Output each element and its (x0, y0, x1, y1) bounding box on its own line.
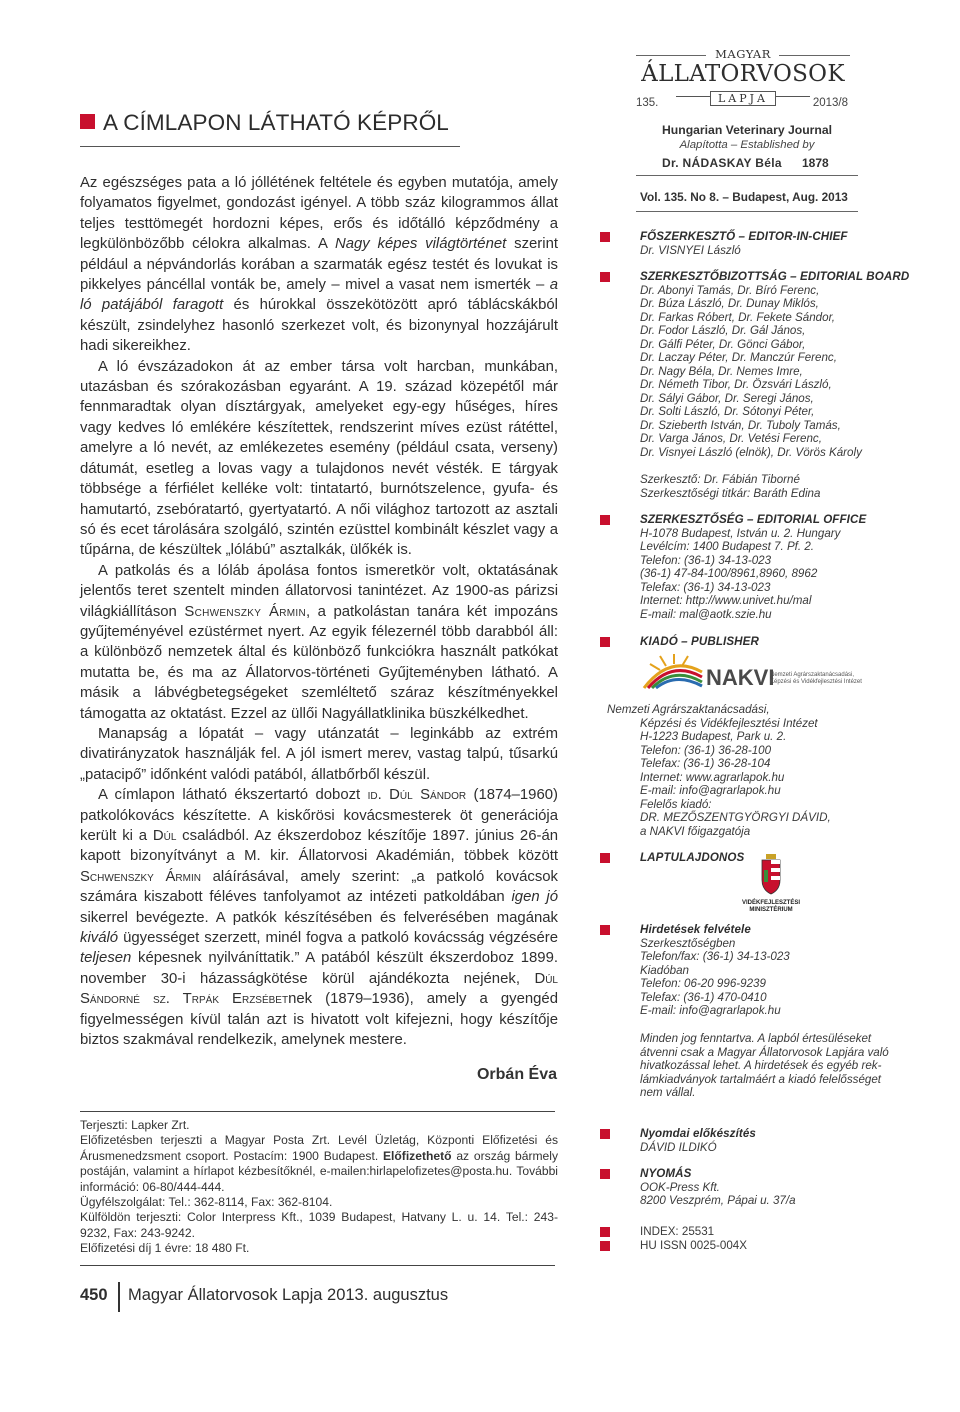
red-bullet-icon (600, 637, 610, 647)
section-editorial-office: SZERKESZTŐSÉG – EDITORIAL OFFICE H-1078 Budapest, István u. 2. Hungary Levélcím: 1400 Budapest 7. Pf. 2. Telefon: (36-1) 34-13-023 (36-1) 47-84-100/8961,8960, 8962 Telefax: (36-1) 34-13-023 Internet: http://www.univet.hu/mal E-mail: mal@aotk.szie.hu (600, 513, 920, 621)
founder-name: Dr. NÁDASKAY Béla (662, 156, 782, 170)
english-title: Hungarian Veterinary Journal (662, 123, 832, 137)
red-bullet-icon (600, 272, 610, 282)
masthead-divider (636, 211, 858, 212)
section-rights: Minden jog fenntartva. A lapból értesüléseket átvenni csak a Magyar Állatorvosok Lapjára való hivatkozással lehet. A hirdetések és egyéb rek- lámkiadványok tartalmáért a kiadó felelősséget nem vállal. (640, 1032, 889, 1099)
author-name: Orbán Éva (476, 1066, 557, 1083)
section-advertising: Hirdetések felvétele Szerkesztőségben Telefon/fax: (36-1) 34-13-023 Kiadóban Telefon: 06-20 996-9239 Telefax: (36-1) 470-0410 E-mail: info@agrarlapok.hu (600, 923, 920, 1018)
established-by: Alapította – Established by (679, 139, 815, 151)
founded-year: 1878 (802, 156, 829, 170)
paragraph-1: Az egészséges pata a ló jóllétének feltétele és egyben mutatója, amely folyamatos figyelmet, gondozást igényel. A több száz kilogrammos állat teljes testtömegét hordozni képes, erős és időtálló képződmény a legkülönbözőbb célokra alkalmas. A Nagy képes világtörténet szerint például a népvándorlás korában a szarmaták egész testét és lovukat is pikkelyes páncéllal vonták be, amely – mivel a vasat nem ismerték – a ló patájából faragott és húrokkal összekötözött apró táblácskákból készült, zsindelyhez hasonló szerkezet volt, és bizonynyal hozzájárult hadi sikereikhez. (80, 175, 558, 355)
distribution-info: Terjeszti: Lapker Zrt. Előfizetésben terjeszti a Magyar Posta Zrt. Levél Üzletág, Központi Előfizetési és Árusmenedzsment csoport. Postacím: 1900 Budapest. Előfizethető az ország bármely postáján, valamint a hírlapot kézbesítőknél, e-mailen:hirlapelofizetes@posta.hu. További információ: 06-80/444-444. Ügyfélszolgálat: Tel.: 362-8114, Fax: 362-8104. Külföldön terjeszti: Color Interpress Kft., 1039 Budapest, Hatvany L. u. 14. Tel.: 243-9232, Fax: 243-9242. Előfizetési díj 1 évre: 18 480 Ft. (80, 1118, 558, 1256)
masthead-rule (779, 55, 850, 56)
volume-line: Vol. 135. No 8. – Budapest, Aug. 2013 (640, 190, 848, 204)
red-bullet-icon (600, 1227, 610, 1237)
ministry-text-2: MINISZTÉRIUM (749, 907, 793, 913)
masthead-lapja: LAPJA (717, 92, 768, 105)
section-editor-in-chief: FŐSZERKESZTŐ – EDITOR-IN-CHIEF Dr. VISNYEI László (600, 230, 920, 257)
paragraph-5: A címlapon látható ékszertartó dobozt id. Dúl Sándor (1874–1960) patkolókovács készítette. A kiskőrösi kovácsmesterek öt generációja került ki a Dúl családból. Az ékszerdoboz készítője 1897. június 26-án kapott bizonyítványt a M. kir. Állatorvosi Akadémián, többek között Schwenszky Ármin aláírásával, amely szerint: „a patkoló kovácsok számára kiszabott féléves tanfolyamot az intézeti patkoldában igen jó sikerrel bevégezte. A patkók készítésében és felverésében magának kiváló ügyességet szerzett, minél fogva a patkoló kovácsság végzésére teljesen képesnek nyilváníttatik.” A patából készült ékszerdoboz 1899. november 30-i házasságkötése körül ajándékozta nejének, Dúl Sándorné sz. Trpák Erzsébetnek (1879–1936), amely a gyengéd figyelmességen kívül talán azt is hivatott volt kifejezni, hogy készítője biztos szakmával rendelkezik, amelynek mestere. (80, 787, 559, 1049)
masthead-rule (636, 55, 706, 56)
section-owner: LAPTULAJDONOS (600, 851, 920, 865)
footer-divider (118, 1282, 120, 1312)
red-bullet-icon (600, 515, 610, 525)
red-square-icon (80, 114, 95, 129)
nakvi-logo-sub1: Nemzeti Agrárszaktanácsadási, (770, 672, 855, 678)
paragraph-2: A ló évszázadokon át az ember társa volt harcban, munkában, utazásban és szórakozásban egyaránt. A 19. század közepétől már fennmaradtak olyan dísztárgyak, amelyeket egy-egy hűséges, híres vagy kedves ló emlékére készítettek, rendszerint míves ezüst rátéttel, amelyre a ló nevét, az emlékezetes esemény (például csata, verseny) dátumát, esetleg a lovas vagy a tulajdonos nevét vésték. E tárgyak többsége a férfiélet kelléke volt: tintatartó, burnótszelence, gyufa- és hamutartó, zsebóratartó, gyertyatartó. A női világhoz tartozott az asztali só és ecet tárolására szolgáló, szintén ezüsttel kombinált készlet vagy a tűpárna, de készültek „lólábú” asztalkák, ülőkék is. (80, 358, 558, 559)
name-schwenszky: Schwenszky Ármin (184, 603, 306, 620)
article-title-text: A CÍMLAPON LÁTHATÓ KÉPRŐL (103, 110, 449, 135)
section-prepress: Nyomdai előkészítés DÁVID ILDIKÓ (600, 1127, 920, 1154)
article-title (80, 109, 460, 137)
paragraph-4: Manapság a lópatát – vagy utánzatát – leginkább az extrém divatirányzatok használják fel. A jól ismert merev, vastag talpú, tűsarkú „patacipő” időnként valódi patából, állatbőrből készül. (80, 725, 558, 783)
nakvi-logo-icon (640, 652, 870, 692)
section-publisher: KIADÓ – PUBLISHER (600, 635, 920, 649)
ministry-text-1: VIDÉKFEJLESZTÉSI (741, 900, 801, 906)
article-body (80, 173, 558, 1050)
footer-journal-name: Magyar Állatorvosok Lapja 2013. augusztus (128, 1286, 449, 1304)
red-bullet-icon (600, 925, 610, 935)
paragraph-3: A patkolás és a lóláb ápolása fontos ismeretkör volt, oktatásának jelentős teret szentelt minden állatorvosi tanintézet. Az 1900-as párizsi világkiállításon Schwenszky Ármin, a patkolástan tanára két impozáns gyűjteményével ezüstérmet nyert. Az egyik félezernél több darabból áll: a különböző nemzetek által és különböző funkciókra használt patkókat mutatta be, és ma az Állatorvos-történeti Gyűjteményben látható. A másik a lábvégbetegségeket szemléltető száraz készítményekkel támogatta az oktatást. Ezzel az üllői Nagyállatklinika büszkélkedhet. (80, 562, 558, 722)
red-bullet-icon (600, 1169, 610, 1179)
section-publisher-address: Nemzeti Agrárszaktanácsadási, Képzési és Vidékfejlesztési Intézet H-1223 Budapest, Park u. 2. Telefon: (36-1) 36-28-100 Telefax: (36-1) 36-28-104 Internet: www.agrarlapok.hu E-mail: info@agrarlapok.hu Felelős kiadó: DR. MEZŐSZENTGYÖRGYI DÁVID, a NAKVI főigazgatója (607, 703, 831, 838)
masthead-magyar: MAGYAR (715, 47, 771, 61)
journal-masthead (636, 44, 850, 118)
red-bullet-icon (600, 232, 610, 242)
masthead-divider (636, 175, 858, 176)
nakvi-logo-text: NAKVI (706, 665, 775, 690)
section-index: INDEX: 25531 (600, 1225, 920, 1239)
ministry-coat-of-arms-icon (740, 852, 802, 914)
section-printing: NYOMÁS OOK-Press Kft. 8200 Veszprém, Pápai u. 37/a (600, 1167, 920, 1208)
distribution-rule-top (80, 1111, 555, 1112)
distribution-rule-bottom (80, 1265, 555, 1266)
section-editors: Szerkesztő: Dr. Fábián Tiborné Szerkesztőségi titkár: Baráth Edina (640, 473, 821, 500)
section-issn: HU ISSN 0025-004X (600, 1239, 920, 1253)
nakvi-logo-sub2: Képzési és Vidékfejlesztési Intézet (770, 679, 862, 685)
masthead-issue: 2013/8 (812, 97, 848, 109)
masthead-volume: 135. (636, 97, 659, 109)
section-editorial-board: SZERKESZTŐBIZOTTSÁG – EDITORIAL BOARD Dr. Abonyi Tamás, Dr. Bíró Ferenc, Dr. Búza László, Dr. Dunay Miklós, Dr. Farkas Róbert, Dr. Fekete Sándor, Dr. Fodor László, Dr. Gál János, Dr. Gálfi Péter, Dr. Gönci Gábor, Dr. Laczay Péter, Dr. Manczúr Ferenc, Dr. Nagy Béla, Dr. Nemes Imre, Dr. Németh Tibor, Dr. Özsvári László, Dr. Sályi Gábor, Dr. Seregi János, Dr. Solti László, Dr. Sótonyi Péter, Dr. Szieberth István, Dr. Tuboly Tamás, Dr. Varga János, Dr. Vetési Ferenc, Dr. Visnyei László (elnök), Dr. Vörös Károly (600, 270, 920, 459)
page-number: 450 (80, 1286, 108, 1304)
red-bullet-icon (600, 1241, 610, 1251)
red-bullet-icon (600, 853, 610, 863)
masthead-title: ÁLLATORVOSOK (641, 61, 845, 87)
title-rule (80, 146, 460, 147)
sun-rays-icon (644, 654, 702, 688)
red-bullet-icon (600, 1129, 610, 1139)
